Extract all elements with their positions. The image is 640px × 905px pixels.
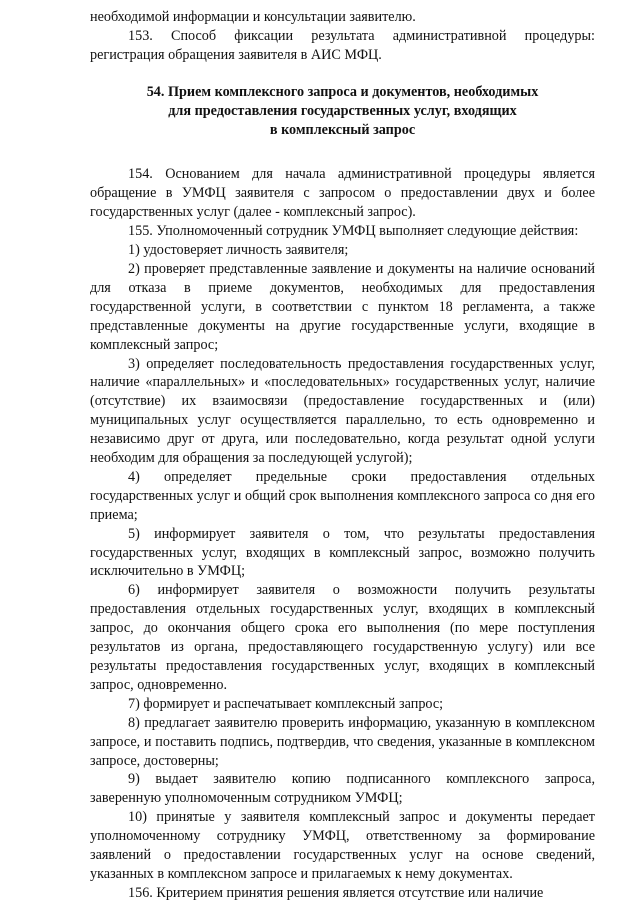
list-item-3: 3) определяет последовательность предоставления государственных услуг, наличие «параллельных» и «последовательных» государственных услуг, наличие (отсутствие) их взаимосвязи (предоставление государственных и (или) муниципальных услуг осуществляется параллельно, то есть одновременно и независимо друг от друга, или последовательно, когда результат одной услуги необходим для обращения за последующей услугой); — [90, 355, 595, 467]
list-item-7: 7) формирует и распечатывает комплексный запрос; — [128, 695, 444, 712]
intro-continuation: необходимой информации и консультации заявителю. — [90, 9, 416, 25]
document-page — [90, 8, 595, 903]
section-heading — [90, 83, 595, 140]
section-heading-line-2: для предоставления государственных услуг, входящих — [168, 102, 517, 119]
section-heading-line-1: 54. Прием комплексного запроса и документов, необходимых — [146, 83, 539, 100]
list-item-6: 6) информирует заявителя о возможности получить результаты предоставления отдельных государственных услуг, входящих в комплексный запрос, до окончания общего срока его выполнения (по мере поступления результатов из органа, предоставляющего государственную услугу) или все результаты предоставления государственных услуг, входящих в комплексный запрос, одновременно. — [90, 582, 595, 693]
paragraph-153: 153. Способ фиксации результата административной процедуры: регистрация обращения заявителя в АИС МФЦ. — [90, 27, 595, 63]
section-heading-line-3: в комплексный запрос — [269, 121, 416, 138]
paragraph-156: 156. Критерием принятия решения является отсутствие или наличие — [128, 884, 544, 901]
list-item-10: 10) принятые у заявителя комплексный запрос и документы передает уполномоченному сотруднику УМФЦ, ответственному за формирование заявлений о предоставлении государственных услуг на основе сведений, указанных в комплексном запросе и прилагаемых к нему документах. — [90, 809, 595, 882]
paragraph-154: 154. Основанием для начала административной процедуры является обращение в УМФЦ заявителя с запросом о предоставлении двух и более государственных услуг (далее - комплексный запрос). — [90, 166, 595, 221]
list-item-9: 9) выдает заявителю копию подписанного комплексного запроса, заверенную уполномоченным сотрудником УМФЦ; — [90, 771, 595, 807]
list-item-4: 4) определяет предельные сроки предоставления отдельных государственных услуг и общий срок выполнения комплексного запроса со дня его приема; — [90, 468, 595, 523]
paragraph-155: 155. Уполномоченный сотрудник УМФЦ выполняет следующие действия: — [128, 223, 579, 240]
list-item-8: 8) предлагает заявителю проверить информацию, указанную в комплексном запросе, и поставить подпись, подтвердив, что сведения, указанные в комплексном запросе, достоверны; — [90, 714, 595, 769]
list-item-1: 1) удостоверяет личность заявителя; — [128, 242, 349, 259]
list-item-5: 5) информирует заявителя о том, что результаты предоставления государственных услуг, входящих в комплексный запрос, возможно получить исключительно в УМФЦ; — [90, 525, 595, 580]
list-item-2: 2) проверяет представленные заявление и документы на наличие оснований для отказа в приеме документов, необходимых для предоставления государственной услуги, в соответствии с пунктом 18 регламента, а также представленные документы на другие государственные услуги, входящие в комплексный запрос; — [90, 260, 595, 353]
